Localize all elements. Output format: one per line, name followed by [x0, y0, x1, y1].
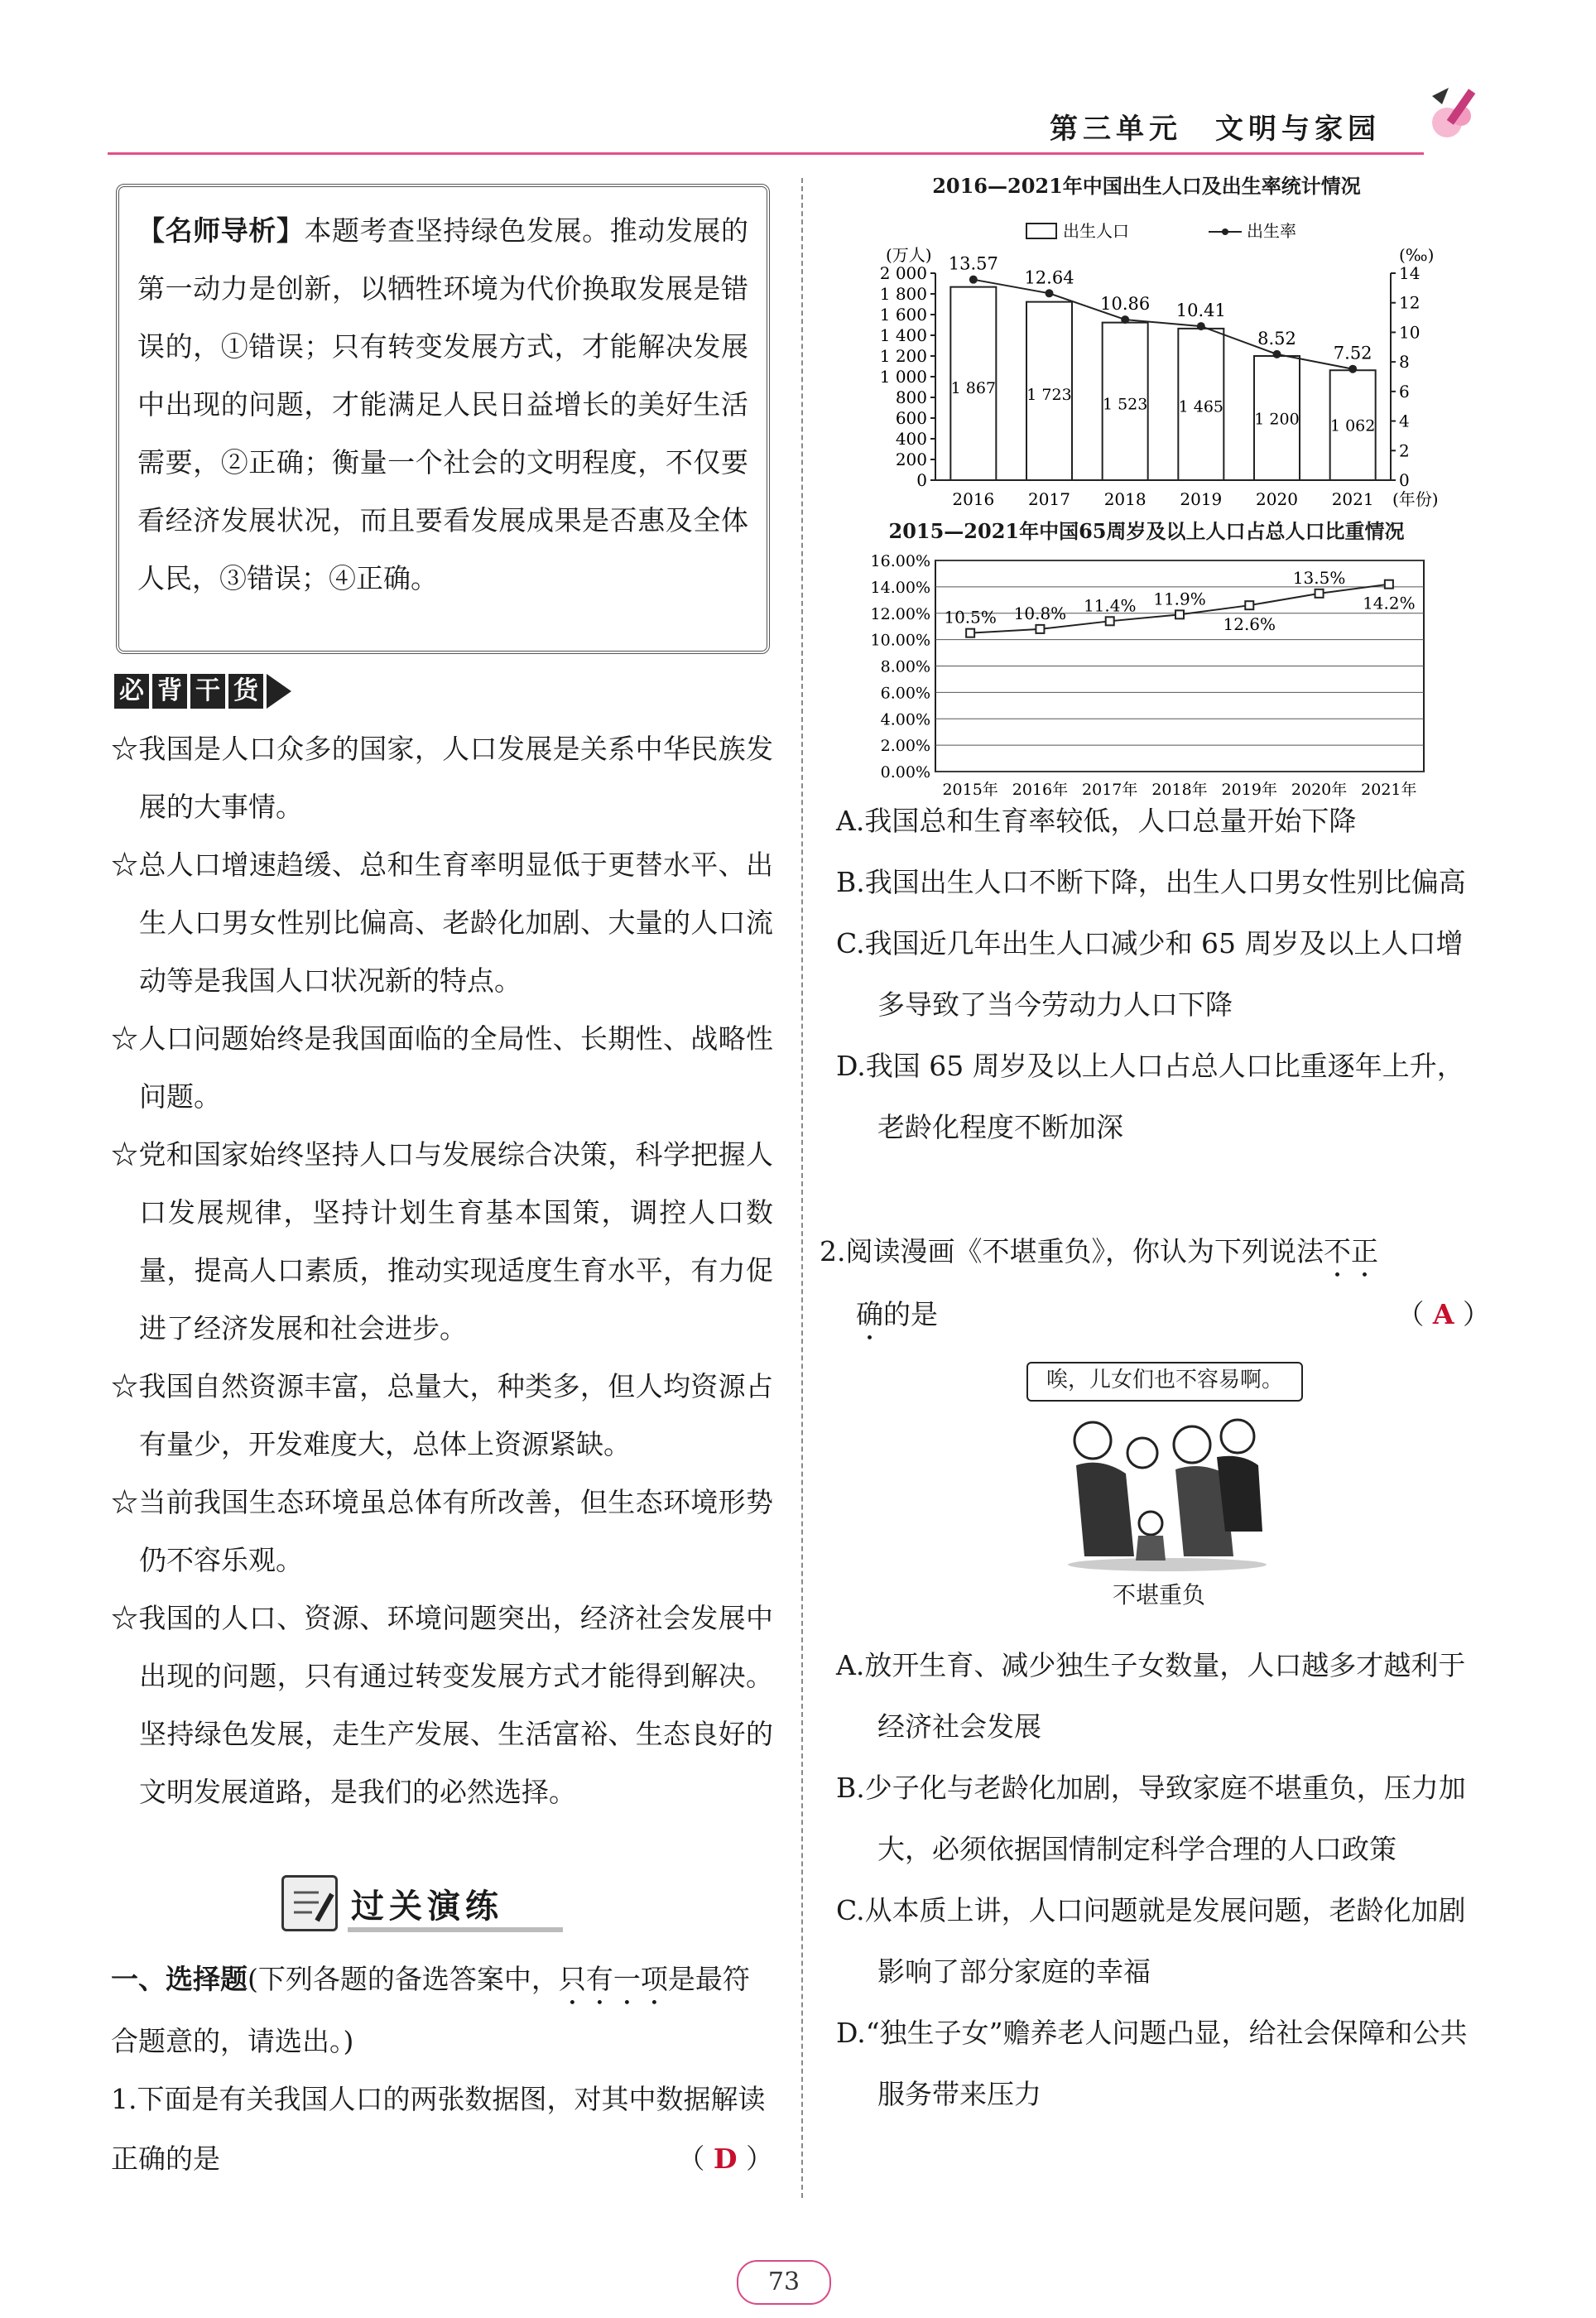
- aging-point: [1315, 589, 1324, 598]
- key-point: ☆我国的人口、资源、环境问题突出，经济社会发展中出现的问题，只有通过转变发展方式才能得到解决。坚持绿色发展，走生产发展、生活富裕、生态良好的文明发展道路，是我们的必然选择。: [111, 1602, 773, 1808]
- birth-bar-label: 1 062: [1329, 416, 1376, 435]
- unit-title: 第三单元 文明与家园: [1050, 113, 1381, 146]
- birth-rate-label: 10.86: [1100, 294, 1151, 315]
- choice-intro-a: (下列各题的备选答案中，: [248, 1963, 559, 1995]
- birth-bar-label: 1 465: [1178, 397, 1224, 416]
- column-divider: [801, 178, 803, 2198]
- right-tick-label: 4: [1399, 411, 1410, 431]
- y-tick-label: 6.00%: [880, 684, 930, 703]
- question-1-option: D.我国 65 周岁及以上人口占总人口比重逐年上升，老龄化程度不断加深: [836, 1050, 1464, 1143]
- birth-rate-point: [1348, 365, 1357, 373]
- notebook-pencil-icon: [281, 1875, 338, 1931]
- badge-char: 货: [228, 674, 263, 709]
- birth-rate-label: 8.52: [1257, 328, 1296, 349]
- y-tick-label: 14.00%: [870, 578, 930, 597]
- birth-chart-title: 2016—2021年中国出生人口及出生率统计情况: [932, 174, 1361, 198]
- birth-rate-point: [969, 276, 978, 284]
- x-axis-label: (年份): [1392, 489, 1439, 509]
- right-tick-label: 10: [1399, 322, 1421, 343]
- x-tick-label: 2020: [1256, 489, 1298, 509]
- left-tick-label: 1 000: [879, 367, 927, 387]
- birth-rate-point: [1273, 350, 1281, 358]
- question-2-options: [836, 1635, 1490, 2125]
- legend-bar-label: 出生人口: [1063, 221, 1129, 241]
- birth-rate-point: [1046, 289, 1054, 297]
- question-2-option: C.从本质上讲，人口问题就是发展问题，老龄化加剧影响了部分家庭的幸福: [836, 1894, 1466, 1988]
- teacher-guide-body: 本题考查坚持绿色发展。推动发展的第一动力是创新，以牺牲环境为代价换取发展是错误的，①错误；只有转变发展方式，才能解决发展中出现的问题，才能满足人民日益增长的美好生活需要，②正确；衡量一个社会的文明程度，不仅要看经济发展状况，而且要看发展成果是否惠及全体人民，③错误；④正确。: [137, 214, 749, 594]
- x-tick-label: 2017: [1028, 489, 1070, 509]
- aging-point: [966, 629, 974, 637]
- choice-intro-emph: 只有一项: [558, 1963, 668, 1995]
- birth-rate-label: 10.41: [1175, 301, 1226, 321]
- question-2-option: B.少子化与老龄化加剧，导致家庭不堪重负，压力加大，必须依据国情制定科学合理的人口政策: [836, 1772, 1466, 1865]
- left-tick-label: 1 800: [879, 284, 927, 304]
- right-tick-label: 12: [1399, 292, 1421, 313]
- pencil-decoration-icon: [1424, 79, 1490, 146]
- question-1-option: C.我国近几年出生人口减少和 65 周岁及以上人口增多导致了当今劳动力人口下降: [836, 927, 1464, 1021]
- badge-char: 背: [152, 674, 187, 709]
- page-number: 73: [737, 2260, 831, 2305]
- birth-bar-label: 1 200: [1254, 410, 1300, 429]
- badge-char: 干: [190, 674, 225, 709]
- aging-point: [1175, 610, 1184, 618]
- question-1-stem: [111, 2070, 773, 2189]
- x-tick-label: 2016年: [1012, 781, 1069, 799]
- right-tick-label: 2: [1399, 440, 1410, 461]
- question-1-options: [836, 791, 1490, 1158]
- aging-point: [1106, 617, 1114, 625]
- key-point: ☆我国是人口众多的国家，人口发展是关系中华民族发展的大事情。: [111, 733, 773, 823]
- birth-rate-point: [1197, 322, 1205, 330]
- cartoon-illustration: [1051, 1407, 1283, 1576]
- birth-bar-label: 1 867: [950, 378, 997, 397]
- key-point: ☆党和国家始终坚持人口与发展综合决策，科学把握人口发展规律，坚持计划生育基本国策，调控人口数量，提高人口素质，推动实现适度生育水平，有力促进了经济发展和社会进步。: [111, 1138, 773, 1344]
- section-underline: [348, 1927, 563, 1932]
- question-2-emph-a: 不正: [1324, 1235, 1378, 1267]
- x-tick-label: 2017年: [1082, 781, 1138, 799]
- question-1-option: B.我国出生人口不断下降，出生人口男女性别比偏高: [836, 866, 1466, 898]
- aging-point-label: 13.5%: [1292, 567, 1346, 588]
- question-2-option: A.放开生育、减少独生子女数量，人口越多才越利于经济社会发展: [836, 1649, 1466, 1743]
- birth-bar-label: 1 723: [1026, 386, 1072, 405]
- cartoon-speech-bubble: 唉，儿女们也不容易啊。: [1026, 1362, 1303, 1402]
- birth-chart: [820, 170, 1473, 525]
- left-tick-label: 800: [895, 387, 927, 407]
- x-tick-label: 2019年: [1221, 781, 1277, 799]
- left-axis-unit: (万人): [886, 245, 932, 265]
- left-tick-label: 1 400: [879, 325, 927, 345]
- left-tick-label: 1 200: [879, 346, 927, 366]
- aging-point-label: 11.9%: [1153, 589, 1206, 609]
- aging-point: [1245, 601, 1253, 609]
- left-tick-label: 2 000: [879, 263, 927, 283]
- header-rule: [108, 152, 1424, 155]
- key-point: ☆总人口增速趋缓、总和生育率明显低于更替水平、出生人口男女性别比偏高、老龄化加剧、大量的人口流动等是我国人口状况新的特点。: [111, 849, 773, 997]
- key-point: ☆人口问题始终是我国面临的全局性、长期性、战略性问题。: [111, 1022, 773, 1113]
- right-tick-label: 14: [1399, 263, 1421, 283]
- birth-rate-label: 12.64: [1024, 267, 1074, 288]
- choice-intro-b: 是最符合题意的，请选出。): [111, 1963, 750, 2057]
- aging-point: [1036, 625, 1044, 633]
- question-2-answer: A: [1432, 1298, 1454, 1330]
- cartoon-caption: 不堪重负: [1112, 1581, 1205, 1609]
- y-tick-label: 12.00%: [870, 604, 930, 623]
- question-2-emph-b: 确: [856, 1298, 883, 1330]
- legend-line-marker: [1222, 228, 1228, 235]
- left-tick-label: 400: [895, 429, 927, 449]
- left-tick-label: 200: [895, 450, 927, 469]
- birth-rate-label: 7.52: [1333, 343, 1372, 363]
- x-tick-label: 2019: [1180, 489, 1223, 509]
- choice-intro: [111, 1950, 773, 2071]
- x-tick-label: 2016: [952, 489, 995, 509]
- x-tick-label: 2021年: [1361, 781, 1417, 799]
- legend-line-label: 出生率: [1247, 221, 1296, 241]
- y-tick-label: 2.00%: [880, 737, 930, 756]
- left-tick-label: 600: [895, 408, 927, 428]
- question-1-answer: D: [713, 2142, 738, 2175]
- birth-bar-label: 1 523: [1102, 395, 1148, 414]
- teacher-guide-box: [116, 184, 770, 654]
- aging-point: [1385, 580, 1393, 589]
- aging-chart-title: 2015—2021年中国65周岁及以上人口占总人口比重情况: [888, 519, 1405, 543]
- key-points-list: [111, 720, 773, 1821]
- aging-point-label: 12.6%: [1223, 614, 1276, 635]
- practice-section-header: [281, 1875, 503, 1931]
- aging-chart-svg: [820, 544, 1473, 809]
- question-2-option: D.“独生子女”赡养老人问题凸显，给社会保障和公共服务带来压力: [836, 2017, 1468, 2110]
- y-tick-label: 16.00%: [870, 552, 930, 570]
- birth-chart-svg: [820, 199, 1473, 522]
- aging-point-label: 11.4%: [1083, 595, 1137, 616]
- aging-point-label: 10.8%: [1013, 603, 1067, 623]
- right-axis-unit: (‰): [1399, 245, 1435, 265]
- right-tick-label: 6: [1399, 381, 1410, 402]
- question-2-answer-box: （ A ）: [1396, 1298, 1490, 1330]
- left-tick-label: 1 600: [879, 305, 927, 325]
- birth-rate-point: [1121, 315, 1129, 324]
- x-tick-label: 2021: [1331, 489, 1374, 509]
- question-1-option: A.我国总和生育率较低，人口总量开始下降: [836, 805, 1357, 837]
- key-point: ☆我国自然资源丰富，总量大，种类多，但人均资源占有量少，开发难度大，总体上资源紧缺。: [111, 1370, 773, 1460]
- badge-char: 必: [114, 674, 149, 709]
- y-tick-label: 8.00%: [880, 657, 930, 676]
- aging-point-label: 14.2%: [1363, 593, 1416, 613]
- x-tick-label: 2018年: [1151, 781, 1208, 799]
- key-point: ☆当前我国生态环境虽总体有所改善，但生态环境形势仍不容乐观。: [111, 1486, 773, 1576]
- question-1-answer-box: （ D ）: [677, 2142, 773, 2175]
- y-tick-label: 0.00%: [880, 763, 930, 781]
- question-2-stem: [820, 1221, 1490, 1347]
- left-tick-label: 0: [916, 470, 927, 490]
- badge-arrow-icon: [267, 674, 291, 709]
- right-tick-label: 8: [1399, 352, 1410, 373]
- must-know-badge: [114, 674, 291, 712]
- teacher-guide-title: 【名师导析】: [137, 214, 305, 247]
- choice-heading: 一、选择题: [111, 1963, 248, 1995]
- right-tick-label: 0: [1399, 470, 1410, 490]
- practice-section-title: 过关演练: [351, 1886, 503, 1926]
- aging-chart: [820, 515, 1473, 812]
- y-tick-label: 4.00%: [880, 710, 930, 729]
- question-1-text: 1.下面是有关我国人口的两张数据图，对其中数据解读正确的是: [111, 2083, 766, 2175]
- question-2-text-a: 2.阅读漫画《不堪重负》，你认为下列说法: [820, 1235, 1324, 1267]
- x-tick-label: 2020年: [1291, 781, 1348, 799]
- x-tick-label: 2018: [1103, 489, 1147, 509]
- aging-point-label: 10.5%: [944, 607, 997, 628]
- birth-rate-label: 13.57: [948, 253, 998, 274]
- y-tick-label: 10.00%: [870, 631, 930, 650]
- x-tick-label: 2015年: [942, 781, 998, 799]
- question-2-text-b: 的是: [883, 1298, 938, 1330]
- legend-bar-swatch: [1026, 224, 1056, 238]
